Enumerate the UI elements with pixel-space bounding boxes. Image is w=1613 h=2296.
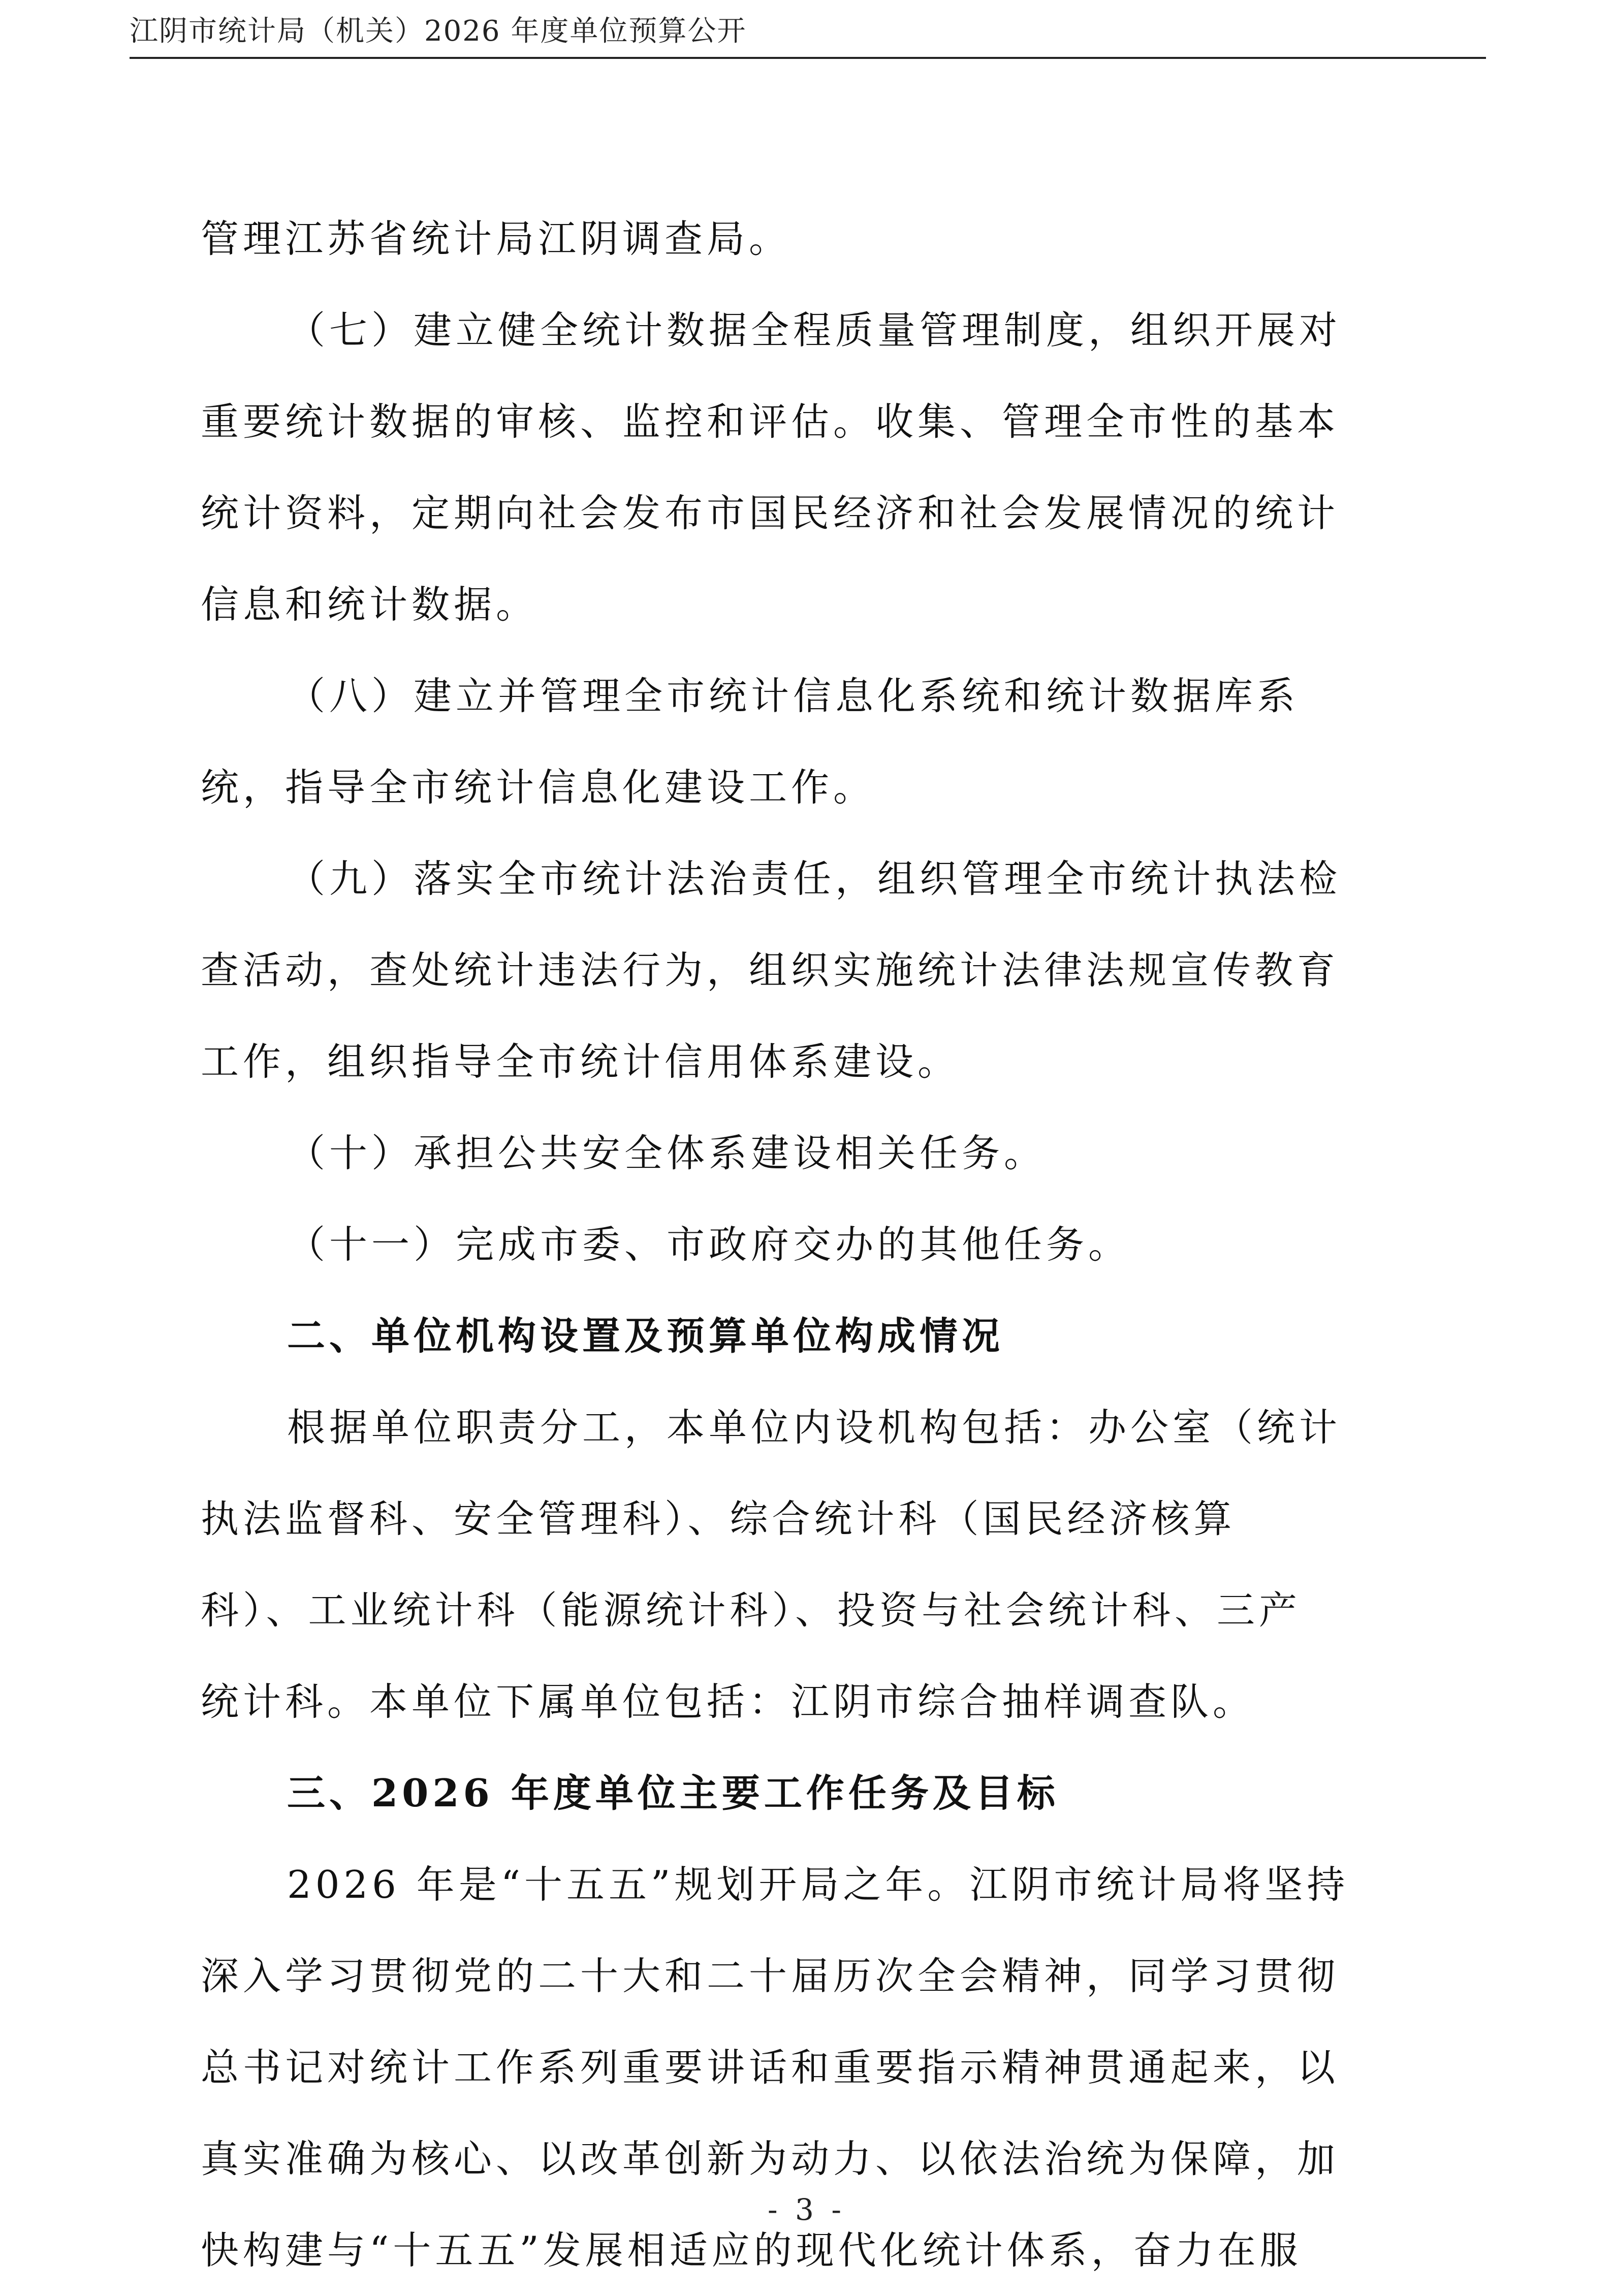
paragraph-line: 执法监督科、安全管理科）、综合统计科（国民经济核算 <box>201 1496 1236 1541</box>
paragraph-line: 管理江苏省统计局江阴调查局。 <box>201 216 792 261</box>
page-number: - 3 - <box>768 2192 845 2227</box>
paragraph-line: （十一）完成市委、市政府交办的其他任务。 <box>287 1222 1131 1267</box>
paragraph-line: 信息和统计数据。 <box>201 582 539 627</box>
running-header: 江阴市统计局（机关）2026 年度单位预算公开 <box>130 15 747 48</box>
paragraph-line: 根据单位职责分工，本单位内设机构包括：办公室（统计 <box>287 1405 1342 1450</box>
paragraph-line: 统计科。本单位下属单位包括：江阴市综合抽样调查队。 <box>201 1679 1255 1724</box>
paragraph-line: （八）建立并管理全市统计信息化系统和统计数据库系 <box>287 674 1300 718</box>
paragraph-line: 重要统计数据的审核、监控和评估。收集、管理全市性的基本 <box>201 399 1340 444</box>
paragraph-line: 2026 年是“十五五”规划开局之年。江阴市统计局将坚持 <box>287 1862 1349 1907</box>
paragraph-line: 查活动，查处统计违法行为，组织实施统计法律法规宣传教育 <box>201 948 1340 993</box>
document-body <box>201 193 1420 2296</box>
paragraph-line: 统，指导全市统计信息化建设工作。 <box>201 765 876 810</box>
paragraph-line: （十）承担公共安全体系建设相关任务。 <box>287 1131 1047 1175</box>
header-rule <box>130 57 1486 59</box>
paragraph-line: 工作，组织指导全市统计信用体系建设。 <box>201 1039 960 1084</box>
paragraph-line: 统计资料，定期向社会发布市国民经济和社会发展情况的统计 <box>201 491 1340 535</box>
paragraph-line: 快构建与“十五五”发展相适应的现代化统计体系，奋力在服 <box>201 2228 1302 2273</box>
section-heading: 三、2026 年度单位主要工作任务及目标 <box>287 1771 1059 1815</box>
paragraph-line: （九）落实全市统计法治责任，组织管理全市统计执法检 <box>287 856 1342 901</box>
section-heading: 二、单位机构设置及预算单位构成情况 <box>287 1314 1004 1358</box>
paragraph-line: 总书记对统计工作系列重要讲话和重要指示精神贯通起来，以 <box>201 2045 1340 2090</box>
paragraph-line: 科）、工业统计科（能源统计科）、投资与社会统计科、三产 <box>201 1588 1302 1633</box>
paragraph-line: 深入学习贯彻党的二十大和二十届历次全会精神，同学习贯彻 <box>201 1954 1340 1998</box>
paragraph-line: 真实准确为核心、以改革创新为动力、以依法治统为保障，加 <box>201 2136 1340 2181</box>
paragraph-line: （七）建立健全统计数据全程质量管理制度，组织开展对 <box>287 308 1342 353</box>
